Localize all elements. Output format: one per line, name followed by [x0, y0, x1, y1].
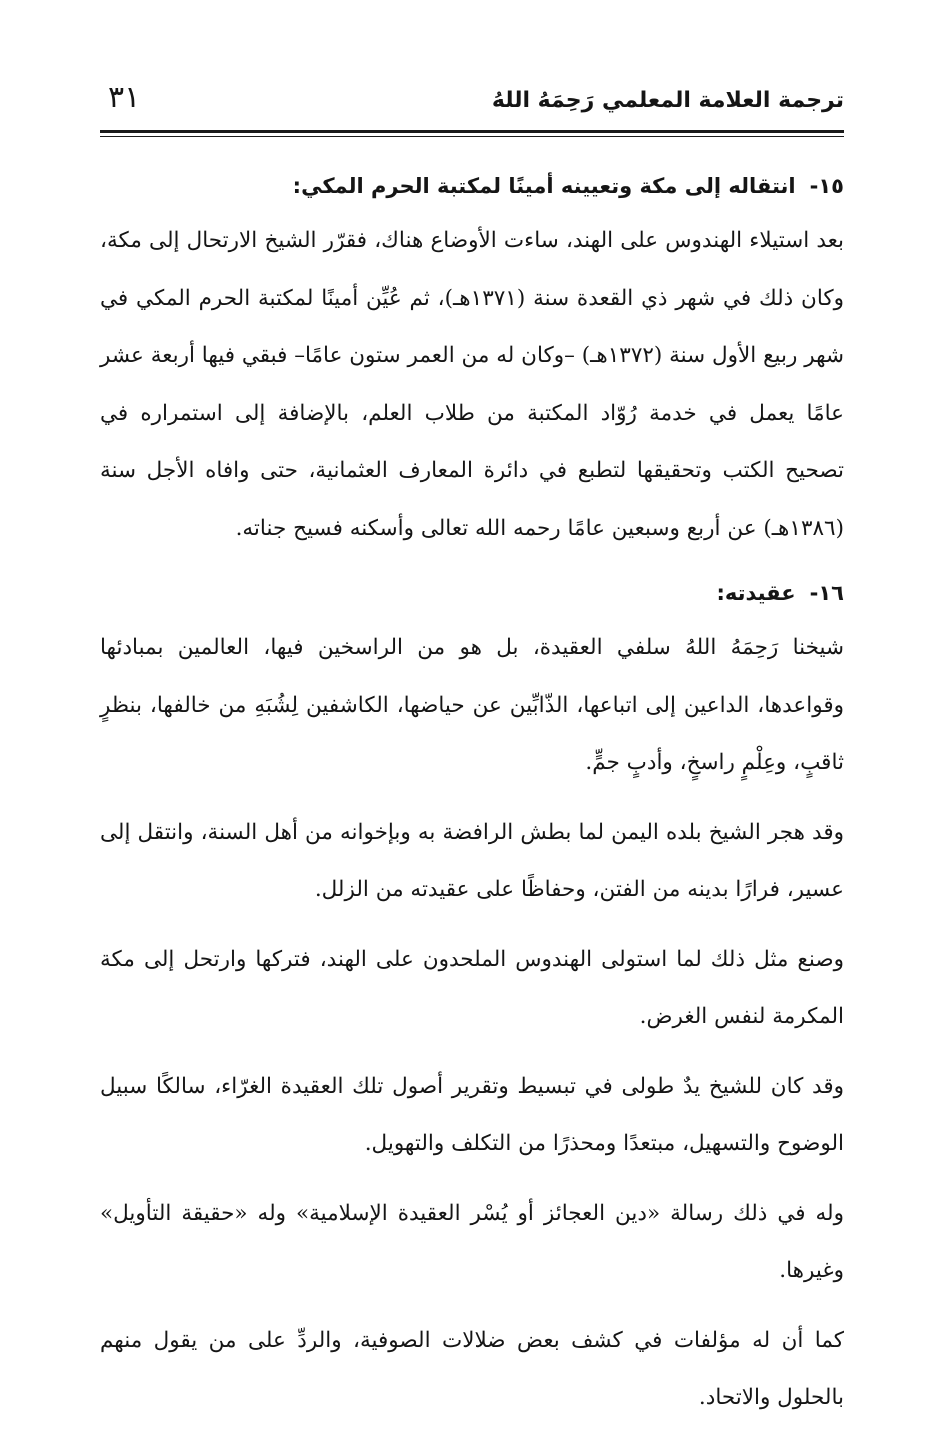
header-rule-thin — [100, 136, 844, 137]
header-rule-thick — [100, 130, 844, 133]
paragraph: بعد استيلاء الهندوس على الهند، ساءت الأوضاع هناك، فقرّر الشيخ الارتحال إلى مكة، وكان ذلك في شهر ذي القعدة سنة (١٣٧١هـ)، ثم عُيِّن أمينًا لمكتبة الحرم المكي في شهر ربيع الأول سنة (١٣٧٢هـ) –وكان له من العمر ستون عامًا– فبقي فيها أربعة عشر عامًا يعمل في خدمة رُوّاد المكتبة من طلاب العلم، بالإضافة إلى استمراره في تصحيح الكتب وتحقيقها لتطبع في دائرة المعارف العثمانية، حتى وافاه الأجل سنة (١٣٨٦هـ) عن أربع وسبعين عامًا رحمه الله تعالى وأسكنه فسيح جناته. — [100, 228, 844, 541]
section-heading — [100, 573, 844, 613]
paragraph: وقد هجر الشيخ بلده اليمن لما بطش الرافضة به وبإخوانه من أهل السنة، وانتقل إلى عسير، فرارًا بدينه من الفتن، وحفاظًا على عقيدته من الزلل. — [100, 819, 844, 902]
section-15 — [100, 166, 844, 557]
section-16 — [100, 573, 844, 1427]
paragraph: شيخنا رَحِمَهُ اللهُ سلفي العقيدة، بل هو من الراسخين فيها، العالمين بمبادئها وقواعدها، الداعين إلى اتباعها، الذّابِّين عن حياضها، الكاشفين لِشُبَهِ من خالفها، بنظرٍ ثاقبٍ، وعِلْمٍ راسخٍ، وأدبٍ جمٍّ. — [100, 635, 844, 775]
paragraph: كما أن له مؤلفات في كشف بعض ضلالات الصوفية، والردِّ على من يقول منهم بالحلول والاتحاد. — [100, 1327, 844, 1410]
paragraph: وصنع مثل ذلك لما استولى الهندوس الملحدون على الهند، فتركها وارتحل إلى مكة المكرمة لنفس الغرض. — [100, 946, 844, 1029]
section-number: ١٥- — [809, 174, 844, 198]
section-heading — [100, 166, 844, 206]
running-header — [100, 78, 844, 128]
paragraph: وقد كان للشيخ يدٌ طولى في تبسيط وتقرير أصول تلك العقيدة الغرّاء، سالكًا سبيل الوضوح والتسهيل، مبتعدًا ومحذرًا من التكلف والتهويل. — [100, 1073, 844, 1156]
section-title: عقيدته: — [716, 581, 796, 605]
section-title: انتقاله إلى مكة وتعيينه أمينًا لمكتبة الحرم المكي: — [292, 174, 796, 198]
book-page — [100, 78, 844, 1410]
page-body — [100, 166, 844, 1439]
paragraph: وله في ذلك رسالة «دين العجائز أو يُسْر العقيدة الإسلامية» وله «حقيقة التأويل» وغيرها. — [100, 1200, 844, 1283]
page-number: ٣١ — [108, 80, 141, 115]
section-number: ١٦- — [809, 581, 844, 605]
header-title: ترجمة العلامة المعلمي رَحِمَهُ اللهُ — [491, 88, 844, 113]
